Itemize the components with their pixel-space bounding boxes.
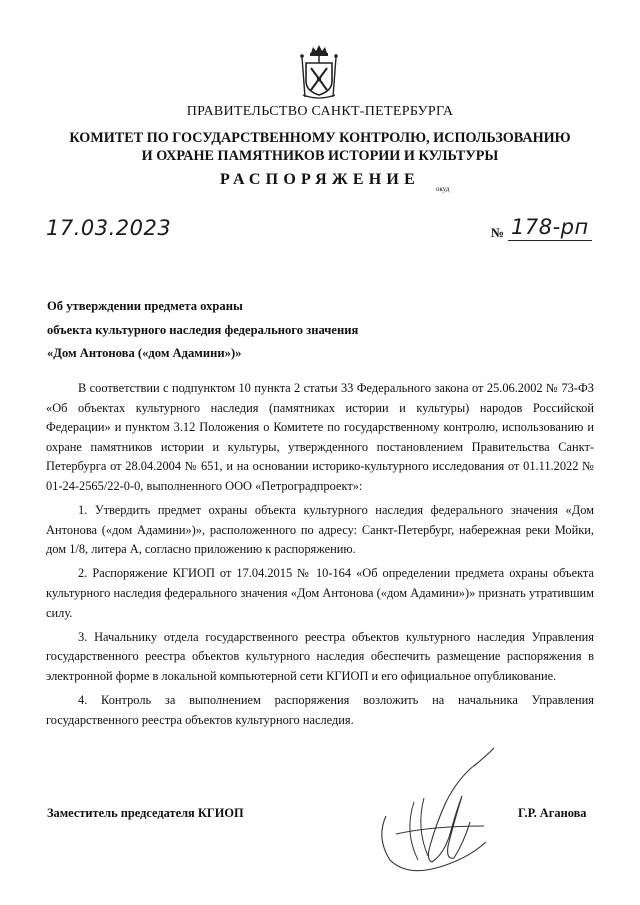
- subject-line-3: «Дом Антонова («дом Адамини»)»: [47, 346, 242, 360]
- document-subject: [47, 295, 358, 366]
- number-underline: [508, 240, 592, 241]
- committee-name: [40, 129, 600, 165]
- subject-line-2: объекта культурного наследия федерального значения: [47, 322, 359, 337]
- preamble-paragraph: В соответствии с подпунктом 10 пункта 2 статьи 33 Федерального закона от 25.06.2002 № 73-ФЗ «Об объектах культурного наследия (памятниках истории и культуры) народов Российской Федерации» и пунктом 3.12 Положения о Комитете по государственному контролю, использованию и охране памятников истории и культуры, утвержденного постановлением Правительства Санкт-Петербурга от 28.04.2004 № 651, и на основании историко-культурного исследования от 01.11.2022 № 01-24-2565/22-0-0, выполненного ООО «Петроградпроект»:: [46, 381, 594, 493]
- government-name: ПРАВИТЕЛЬСТВО САНКТ-ПЕТЕРБУРГА: [186, 104, 454, 119]
- document-number: 178-рп: [511, 215, 589, 239]
- signatory-name: Г.Р. Аганова: [518, 806, 587, 820]
- item-4-paragraph: 4. Контроль за выполнением распоряжения возложить на начальника Управления государственного реестра объектов культурного наследия.: [46, 692, 594, 727]
- committee-line-2: И ОХРАНЕ ПАМЯТНИКОВ ИСТОРИИ И КУЛЬТУРЫ: [141, 148, 499, 164]
- signatory-title: Заместитель председателя КГИОП: [47, 806, 244, 820]
- coat-of-arms-icon: [297, 43, 341, 101]
- subject-line-1: Об утверждении предмета охраны: [47, 299, 243, 313]
- document-date: 17.03.2023: [46, 216, 172, 240]
- okud-label: окуд: [436, 185, 450, 193]
- item-3-paragraph: 3. Начальнику отдела государственного реестра объектов культурного наследия Управления государственного реестра объектов культурного наследия обеспечить размещение распоряжения в электронной форме в локальной компьютерной сети КГИОП и его официальное опубликование.: [46, 629, 594, 683]
- committee-line-1: КОМИТЕТ ПО ГОСУДАРСТВЕННОМУ КОНТРОЛЮ, ИСПОЛЬЗОВАНИЮ: [69, 130, 571, 146]
- item-1-paragraph: 1. Утвердить предмет охраны объекта культурного наследия федерального значения «Дом Антонова («дом Адамини»)», расположенного по адресу: Санкт-Петербург, набережная реки Мойки, дом 1/8, литера А, согласно приложению к распоряжению.: [46, 503, 594, 557]
- number-label: №: [491, 225, 505, 240]
- handwritten-signature: [366, 742, 516, 882]
- document-type: РАСПОРЯЖЕНИЕ: [220, 171, 420, 188]
- item-2-paragraph: 2. Распоряжение КГИОП от 17.04.2015 № 10-164 «Об определении предмета охраны объекта культурного наследия федерального значения «Дом Антонова («дом Адамини»)» признать утратившим силу.: [46, 566, 594, 620]
- document-body: [46, 379, 594, 735]
